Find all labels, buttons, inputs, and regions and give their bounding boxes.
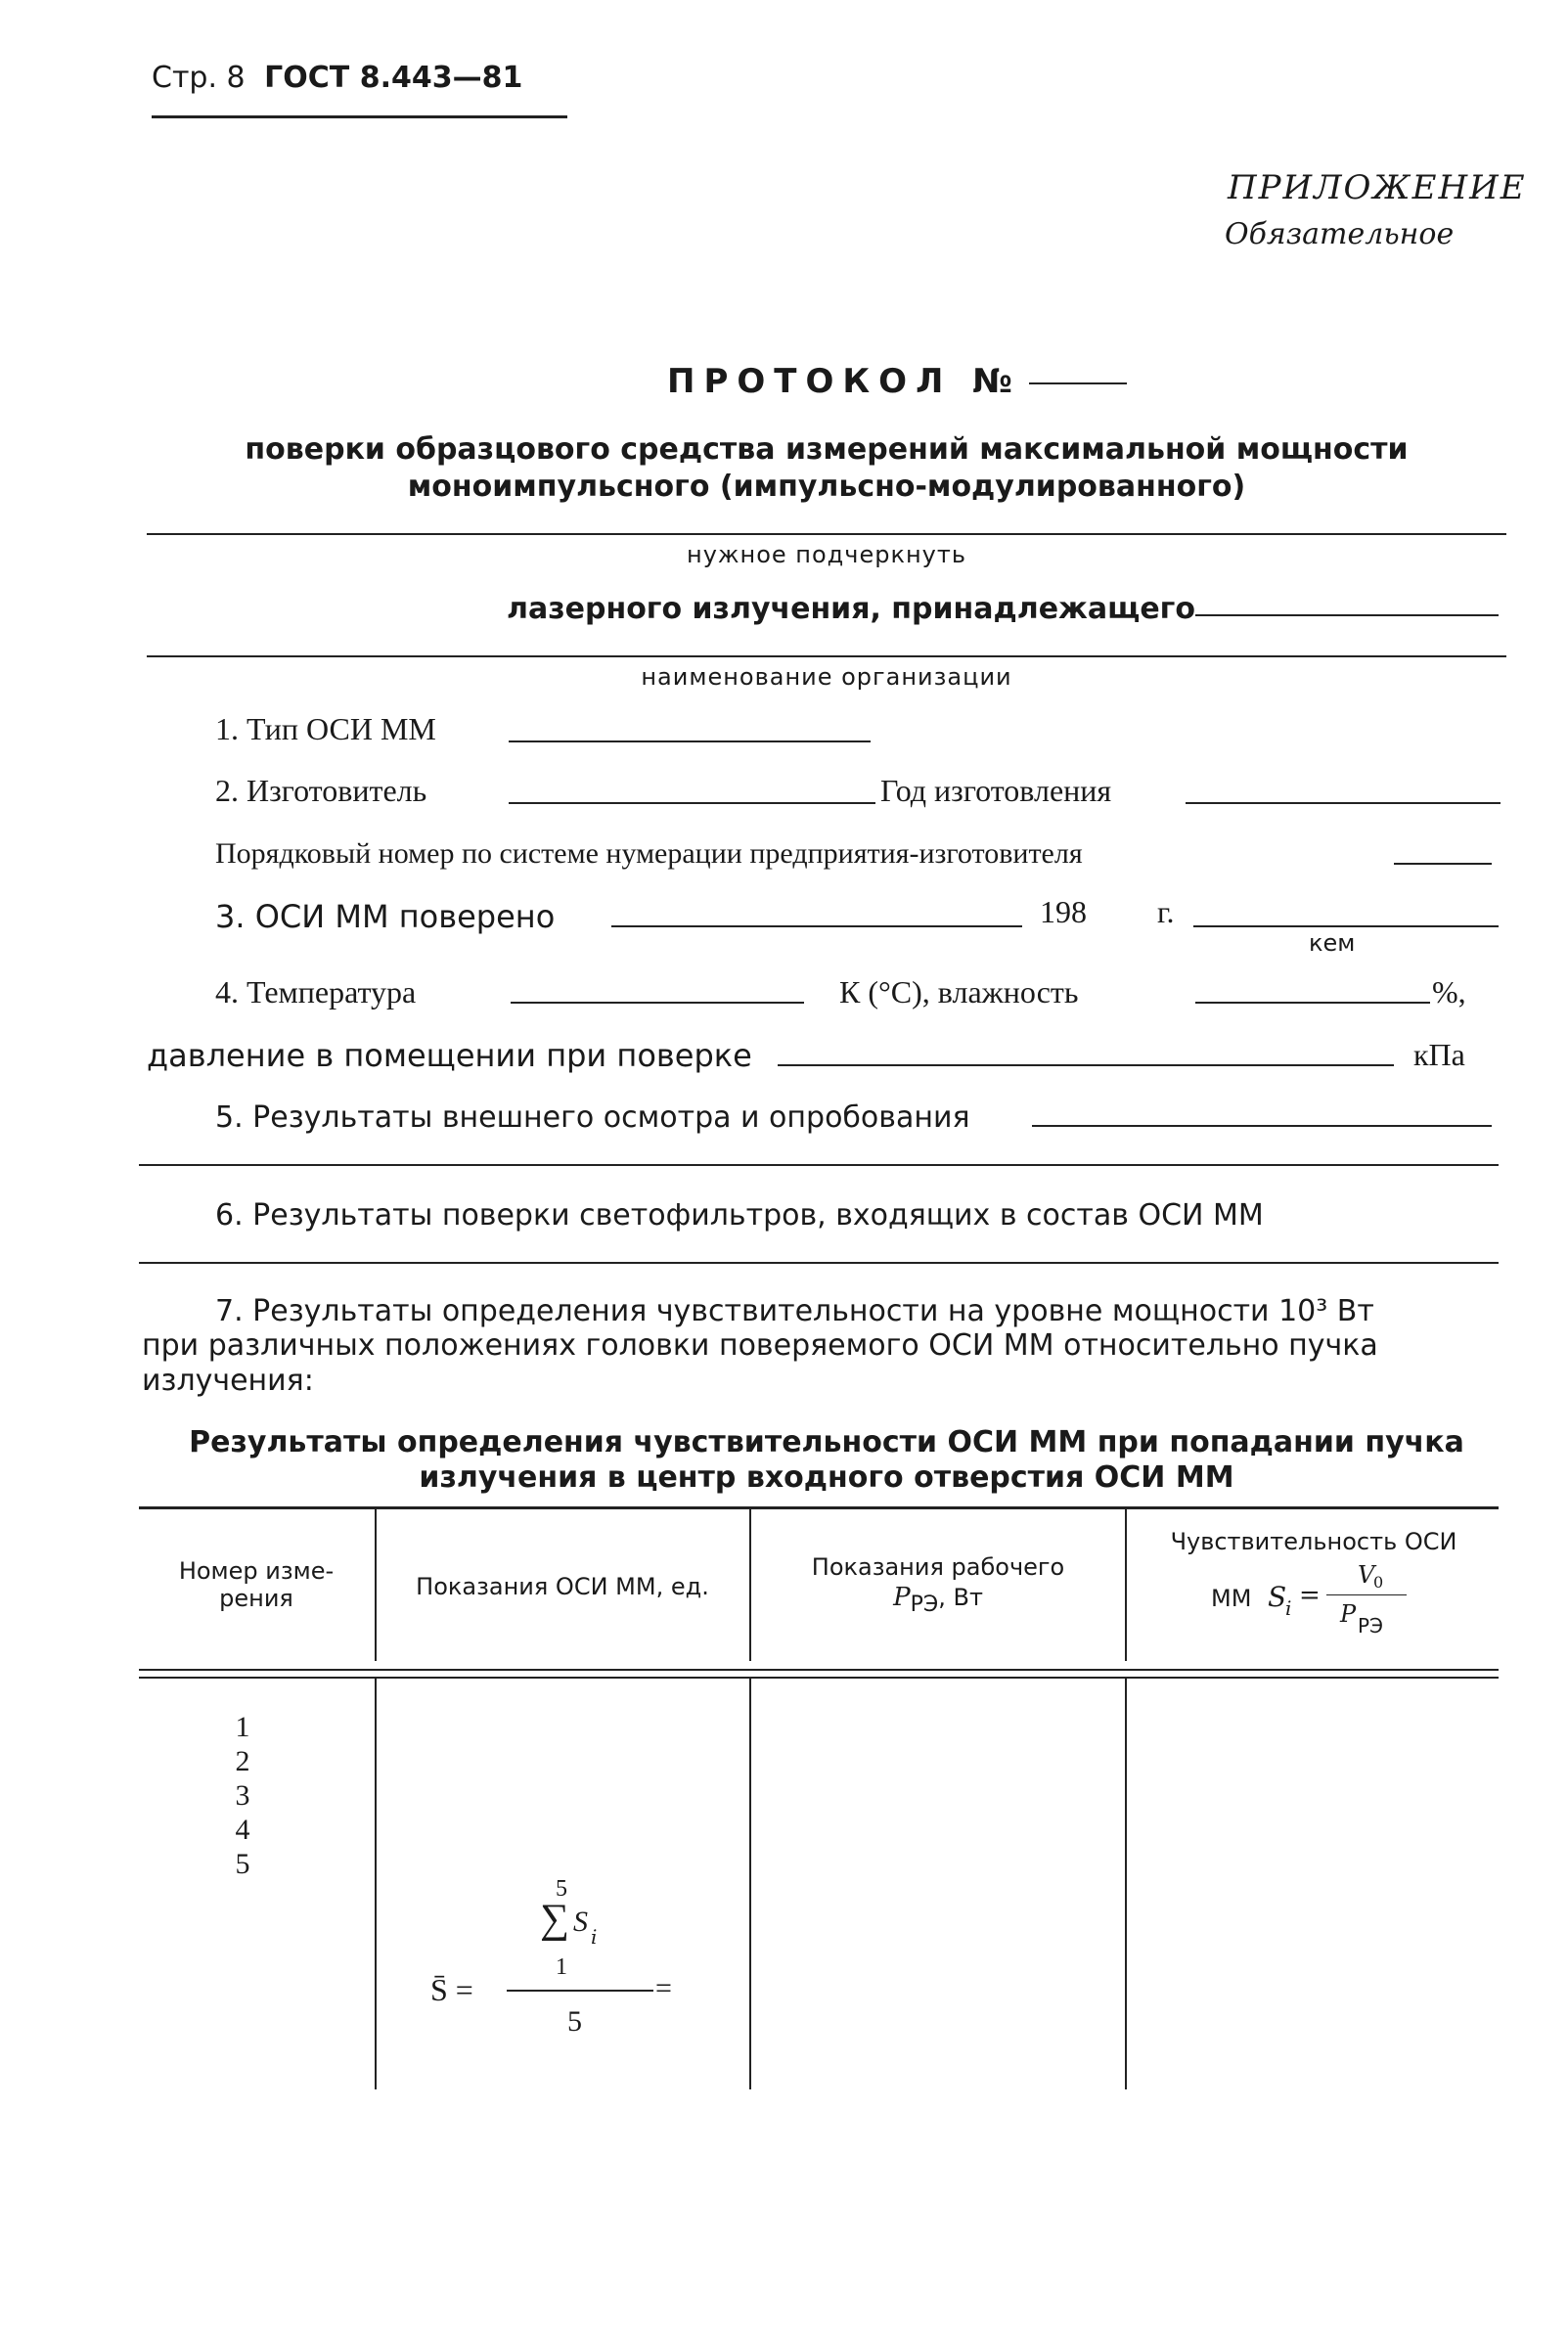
page-label: Стр. 8 — [152, 61, 246, 95]
type-label: 1. Тип ОСИ ММ — [215, 711, 436, 746]
row-number: 2 — [235, 1745, 250, 1777]
pressure-unit: кПа — [1413, 1037, 1465, 1072]
underline-hint: нужное подчеркнуть — [687, 541, 966, 568]
sensitivity-line-2: при различных положениях головки поверяемого ОСИ ММ относительно пучка — [142, 1328, 1378, 1363]
table-title-1: Результаты определения чувствительности ОСИ ММ при попадании пучка — [189, 1425, 1464, 1459]
table-col-divider-1 — [375, 1506, 377, 1661]
org-hint: наименование организации — [641, 663, 1012, 691]
table-body-divider-1 — [375, 1679, 377, 2089]
row-number: 3 — [235, 1779, 250, 1812]
verified-date-blank[interactable] — [611, 925, 1022, 927]
sensitivity-line-3: излучения: — [142, 1364, 314, 1398]
col-readings-header: Показания ОСИ ММ, ед. — [416, 1573, 709, 1600]
maker-label: 2. Изготовитель — [215, 773, 427, 808]
appendix-title: ПРИЛОЖЕНИЕ — [1228, 168, 1527, 207]
inspection-label: 5. Результаты внешнего осмотра и опробования — [215, 1100, 970, 1135]
table-col-divider-3 — [1125, 1506, 1127, 1661]
table-title-2: излучения в центр входного отверстия ОСИ ММ — [419, 1460, 1234, 1495]
appendix-subtitle: Обязательное — [1225, 217, 1455, 251]
maker-blank[interactable] — [509, 802, 875, 804]
protocol-subtitle-1: поверки образцового средства измерений максимальной мощности — [245, 432, 1409, 467]
header-rule — [152, 115, 567, 118]
verified-label: 3. ОСИ ММ поверено — [215, 898, 556, 935]
filters-label: 6. Результаты поверки светофильтров, входящих в состав ОСИ ММ — [215, 1198, 1264, 1233]
laser-line-label: лазерного излучения, принадлежащего — [507, 592, 1195, 626]
verifier-blank[interactable] — [1193, 925, 1499, 927]
inspection-blank[interactable] — [1032, 1125, 1492, 1127]
year-label: Год изготовления — [880, 773, 1112, 808]
year-blank[interactable] — [1186, 802, 1501, 804]
inspection-blank-2[interactable] — [139, 1164, 1499, 1166]
mean-formula: S̄ = 5 ∑ S i 1 = 5 — [430, 1876, 672, 2038]
row-number: 4 — [235, 1814, 250, 1846]
protocol-title: ПРОТОКОЛ № — [667, 362, 1127, 401]
temperature-unit: К (°С), влажность — [839, 974, 1079, 1009]
row-numbers — [223, 1710, 262, 1881]
col-sensitivity-header: Чувствительность ОСИ — [1170, 1528, 1457, 1555]
pressure-blank[interactable] — [778, 1064, 1394, 1066]
serial-label: Порядковый номер по системе нумерации предприятия-изготовителя — [215, 837, 1083, 870]
table-col-divider-2 — [749, 1506, 751, 1661]
year-prefix: 198 — [1040, 894, 1087, 929]
filters-blank[interactable] — [139, 1262, 1499, 1264]
pressure-label: давление в помещении при поверке — [147, 1037, 752, 1074]
table-top-rule — [139, 1506, 1499, 1509]
page-header — [152, 61, 522, 95]
serial-blank[interactable] — [1394, 863, 1492, 865]
table-body-divider-3 — [1125, 1679, 1127, 2089]
table-body-divider-2 — [749, 1679, 751, 2089]
type-blank[interactable] — [509, 740, 871, 742]
col-working-header: Показания рабочего — [811, 1553, 1065, 1581]
rule-2 — [147, 655, 1506, 657]
sensitivity-line-1: 7. Результаты определения чувствительности на уровне мощности 10³ Вт — [215, 1294, 1374, 1328]
humidity-blank[interactable] — [1195, 1002, 1430, 1004]
row-number: 5 — [235, 1848, 250, 1880]
table-header-rule-1 — [139, 1669, 1499, 1671]
rule-1 — [147, 533, 1506, 535]
standard-number: ГОСТ 8.443—81 — [264, 61, 523, 95]
owner-blank[interactable] — [1195, 614, 1499, 616]
by-whom-hint: кем — [1309, 929, 1356, 957]
col-number-header-2: рения — [219, 1585, 293, 1612]
year-suffix: г. — [1157, 894, 1175, 929]
col-number-header-1: Номер изме- — [178, 1557, 335, 1585]
protocol-subtitle-2: моноимпульсного (импульсно-модулированного) — [407, 470, 1246, 504]
humidity-unit: %, — [1432, 974, 1466, 1009]
table-header-rule-2 — [139, 1677, 1499, 1679]
protocol-number-blank[interactable] — [1029, 382, 1127, 384]
temperature-blank[interactable] — [511, 1002, 804, 1004]
temperature-label: 4. Температура — [215, 974, 417, 1009]
col-working-formula: $P_{РЭ}$, Вт — [893, 1583, 983, 1618]
row-number: 1 — [235, 1711, 250, 1743]
